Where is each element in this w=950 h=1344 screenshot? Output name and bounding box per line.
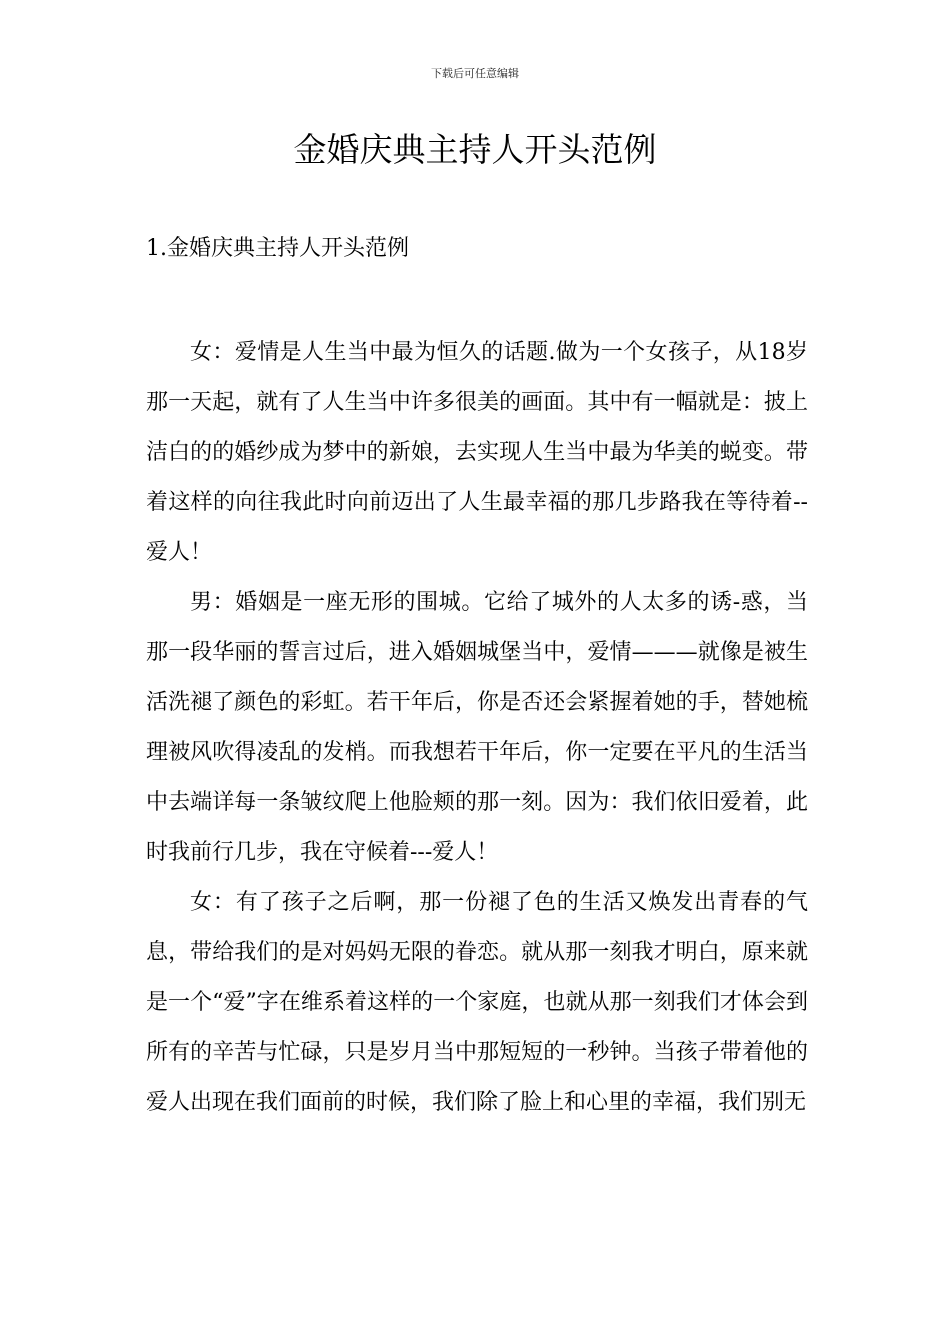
- paragraph-female-1: 女：爱情是人生当中最为恒久的话题.做为一个女孩子，从18岁那一天起，就有了人生当中许多很美的画面。其中有一幅就是：披上洁白的的婚纱成为梦中的新娘，去实现人生当中最为华美的蜕变。带着这样的向往我此时向前迈出了人生最幸福的那几步路我在等待着--爱人！: [146, 340, 808, 565]
- paragraph-female-2: 女：有了孩子之后啊，那一份褪了色的生活又焕发出青春的气息，带给我们的是对妈妈无限的眷恋。就从那一刻我才明白，原来就是一个“爱”字在维系着这样的一个家庭，也就从那一刻我们才体会到所有的辛苦与忙碌，只是岁月当中那短短的一秒钟。当孩子带着他的爱人出现在我们面前的时候，我们除了脸上和心里的幸福，我们别无: [146, 890, 808, 1115]
- header-note: 下载后可任意编辑: [431, 67, 519, 80]
- paragraph-male-1: 男：婚姻是一座无形的围城。它给了城外的人太多的诱-惑，当那一段华丽的誓言过后，进入婚姻城堡当中，爱情———就像是被生活洗褪了颜色的彩虹。若干年后，你是否还会紧握着她的手，替她梳理被风吹得凌乱的发梢。而我想若干年后，你一定要在平凡的生活当中去端详每一条皱纹爬上他脸颊的那一刻。因为：我们依旧爱着，此时我前行几步，我在守候着---爱人！: [146, 590, 808, 865]
- section-heading: 1.金婚庆典主持人开头范例: [146, 236, 409, 261]
- document-title: 金婚庆典主持人开头范例: [293, 130, 657, 169]
- document-body: [146, 328, 808, 1128]
